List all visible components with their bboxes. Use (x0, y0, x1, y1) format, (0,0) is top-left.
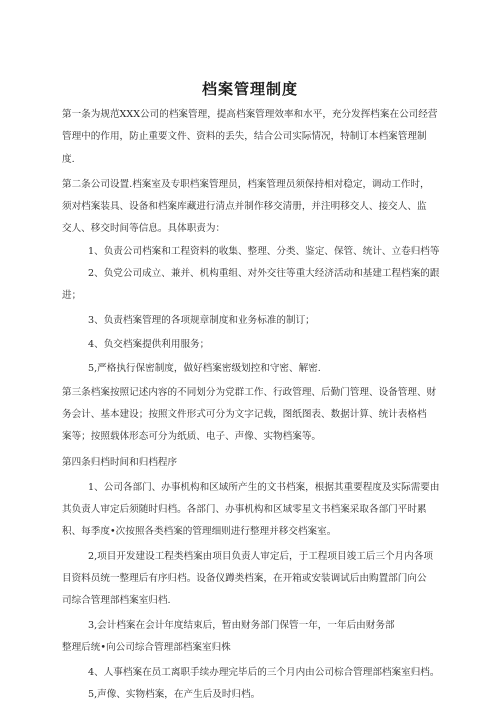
filing-item-5: 5,声像、实物档案，在产生后及时归档。 (88, 689, 261, 700)
filing-item-1-line-1: 1、公司各部门、办事机构和区域所产生的文书档案，根据其重要程度及实际需要由 (88, 482, 440, 493)
filing-item-2-line-1: 2,项目开发建设工程类档案由项目负责人审定后，于工程项目竣工后三个月内各项 (88, 551, 433, 562)
duty-item-4: 4、负交档案提供利用服务； (88, 339, 210, 350)
article-2-line-3: 交人、移交时间等信息。具体职责为： (62, 223, 226, 234)
document-title: 档案管理制度 (201, 80, 298, 98)
article-3-line-3: 案等；按照载体形态可分为纸质、电子、声像、实物档案等。 (62, 431, 322, 442)
filing-item-3-line-2: 整理后统•向公司综合管理部档案室归株 (62, 642, 231, 653)
filing-item-3-line-1: 3,会计档案在会计年度结束后，暂由财务部门保管一年，一年后由财务部 (88, 620, 395, 631)
filing-item-1-line-2: 其负责人审定后须随时归档。各部门、办事机构和区域零星文书档案采取各部门平时累 (62, 504, 427, 515)
article-3-line-2: 务会计、基本建设；按照文件形式可分为文字记载，图纸图表、数据计算、统计表格档 (62, 409, 427, 420)
article-1-line-2: 管理中的作用，防止重要文件、资料的丢失，结合公司实际情况，特制订本档案管理制 (62, 131, 427, 142)
article-3-line-1: 第三条档案按照记述内容的不同划分为党群工作、行政管理、后勤门管理、设备管理、财 (62, 387, 437, 398)
duty-item-1: 1、负责公司档案和工程资料的收集、整理、分类、鉴定、保管、统计、立卷归档等 (88, 246, 440, 257)
duty-item-2-line-1: 2、负党公司成立、兼并、机构重组、对外交往等重大经济活动和基建工程档案的跟 (88, 268, 440, 279)
article-2-line-1: 第二条公司设置.档案室及专职档案管理员，档案管理员须保持相对稳定，调动工作时， (62, 179, 430, 190)
filing-item-2-line-3: 司综合管理部档案室归档. (62, 595, 171, 606)
filing-item-2-line-2: 目资料员统一整理后有序归档。设备仪蹲类档案，在开箱或安装调试后由购置部门向公 (62, 573, 427, 584)
article-1-line-3: 度. (62, 154, 75, 165)
duty-item-3: 3、负责档案管理的各项规章制度和业务标准的制订； (88, 315, 315, 326)
filing-item-1-line-3: 积、每季度•次按照各类档案的管理细则进行整理并移交档案室。 (62, 526, 337, 537)
duty-item-5: 5,严格执行保密制度，做好档案密级划控和守密、解密. (88, 363, 321, 374)
filing-item-4: 4、人事档案在员工离职手续办理完毕后的三个月内由公司棕合管理部档案室归档。 (88, 667, 440, 678)
duty-item-2-line-2: 进； (62, 290, 82, 301)
article-4-heading: 第四条归档时间和归档程序 (62, 457, 178, 468)
article-2-line-2: 须对档案装具、设备和档案库藏进行清点并制作移交清册，并注明移交人、接交人、监 (62, 201, 427, 212)
article-1-line-1: 第一条为规范XXX公司的档案管理，提高档案管理效率和水平，充分发挥档案在公司经营 (62, 109, 438, 120)
